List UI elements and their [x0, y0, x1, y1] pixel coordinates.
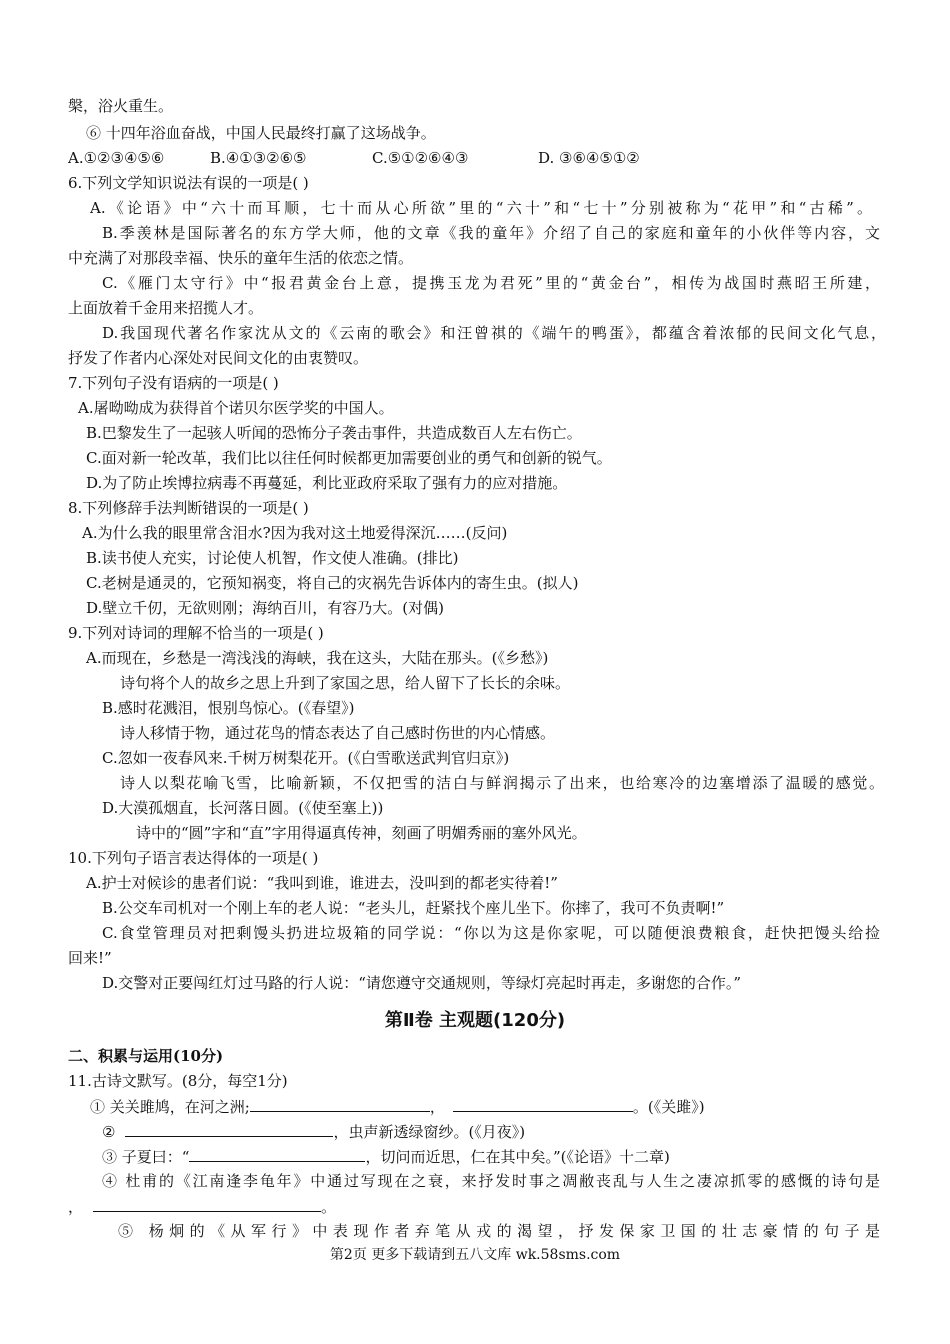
q11-item-2-text: ，虫声新透绿窗纱。(《月夜》) — [333, 1123, 526, 1141]
q9-option-b-note: 诗人移情于物，通过花鸟的情态表达了自己感时伤世的内心情感。 — [120, 724, 556, 742]
question-11: 11.古诗文默写。(8分，每空1分) — [68, 1072, 288, 1090]
q8-option-b: B.读书使人充实，讨论使人机智，作文使人准确。(排比) — [86, 549, 459, 567]
q8-option-a: A.为什么我的眼里常含泪水?因为我对这土地爱得深沉……(反问) — [82, 524, 508, 542]
q10-option-c-cont: 回来!” — [68, 949, 112, 967]
question-6: 6.下列文学知识说法有误的一项是( ) — [68, 174, 309, 192]
text-line: ⑥ 十四年浴血奋战，中国人民最终打赢了这场战争。 — [86, 124, 436, 142]
answer-blank[interactable] — [125, 1121, 333, 1137]
page-footer: 第2页 更多下载请到五八文库 wk.58sms.com — [329, 1247, 621, 1263]
q10-option-d: D.交警对正要闯红灯过马路的行人说：“请您遵守交通规则，等绿灯亮起时再走，多谢您的合作。” — [102, 974, 742, 992]
text-line: 槃，浴火重生。 — [68, 97, 174, 115]
q11-item-3-text: ③ 子夏曰：“ — [102, 1148, 190, 1166]
q6-option-d-cont: 抒发了作者内心深处对民间文化的由衷赞叹。 — [68, 349, 369, 367]
section-2-title: 第Ⅱ卷 主观题(120分) — [384, 1010, 566, 1031]
q6-option-b: B.季羡林是国际著名的东方学大师，他的文章《我的童年》介绍了自己的家庭和童年的小伙伴等内容，文 — [102, 224, 880, 242]
q10-option-b: B.公交车司机对一个刚上车的老人说：“老头儿，赶紧找个座儿坐下。你摔了，我可不负责啊!” — [102, 899, 725, 917]
q9-option-c: C.忽如一夜春风来.千树万树梨花开。(《白雪歌送武判官归京》) — [102, 749, 510, 767]
q9-option-a: A.而现在，乡愁是一湾浅浅的海峡，我在这头，大陆在那头。(《乡愁》) — [86, 649, 549, 667]
q7-option-b: B.巴黎发生了一起骇人听闻的恐怖分子袭击事件，共造成数百人左右伤亡。 — [86, 424, 582, 442]
q5-option-d: D. ③⑥④⑤①② — [538, 149, 640, 167]
q11-item-1-sep: ， — [429, 1098, 445, 1116]
q11-item-3 — [102, 1146, 670, 1167]
question-7: 7.下列句子没有语病的一项是( ) — [68, 374, 279, 392]
q11-item-2 — [102, 1121, 525, 1142]
q11-item-4-end: 。 — [321, 1198, 337, 1216]
q8-option-c: C.老树是通灵的，它预知祸变，将自己的灾祸先告诉体内的寄生虫。(拟人) — [86, 574, 579, 592]
q11-item-1-source: 。(《关雎》) — [632, 1098, 705, 1116]
question-8: 8.下列修辞手法判断错误的一项是( ) — [68, 499, 309, 517]
q10-option-a: A.护士对候诊的患者们说：“我叫到谁，谁进去，没叫到的都老实待着!” — [86, 874, 558, 892]
q7-option-a: A.屠呦呦成为获得首个诺贝尔医学奖的中国人。 — [78, 399, 394, 417]
q5-option-c: C.⑤①②⑥④③ — [372, 149, 469, 167]
q6-option-a: A.《论语》中“六十而耳顺，七十而从心所欲”里的“六十”和“七十”分别被称为“花甲”和“古稀”。 — [90, 199, 872, 217]
q6-option-c: C.《雁门太守行》中“报君黄金台上意，提携玉龙为君死”里的“黄金台”，相传为战国时燕昭王所建， — [102, 274, 880, 292]
q5-option-a: A.①②③④⑤⑥ — [68, 149, 165, 167]
q5-option-b: B.④①③②⑥⑤ — [210, 149, 307, 167]
answer-blank[interactable] — [453, 1096, 633, 1112]
question-10: 10.下列句子语言表达得体的一项是( ) — [68, 849, 319, 867]
q9-option-d-note: 诗中的“圆”字和“直”字用得逼真传神，刻画了明媚秀丽的塞外风光。 — [136, 824, 587, 842]
part-2-heading: 二、积累与运用(10分) — [68, 1047, 224, 1065]
answer-blank[interactable] — [189, 1146, 365, 1162]
answer-blank[interactable] — [250, 1096, 430, 1112]
question-9: 9.下列对诗词的理解不恰当的一项是( ) — [68, 624, 324, 642]
q11-item-5: ⑤ 杨炯的《从军行》中表现作者弃笔从戎的渴望，抒发保家卫国的壮志豪情的句子是 — [118, 1222, 880, 1240]
q11-item-1 — [90, 1096, 705, 1117]
q11-item-2-num: ② — [102, 1123, 116, 1141]
q9-option-c-note: 诗人以梨花喻飞雪，比喻新颖，不仅把雪的洁白与鲜润揭示了出来，也给寒冷的边塞增添了温暖的感觉。 — [120, 774, 884, 792]
q7-option-c: C.面对新一轮改革，我们比以往任何时候都更加需要创业的勇气和创新的锐气。 — [86, 449, 612, 467]
q9-option-b: B.感时花溅泪，恨别鸟惊心。(《春望》) — [102, 699, 355, 717]
q11-item-4: ④ 杜甫的《江南逢李龟年》中通过写现在之衰，来抒发时事之凋敝丧乱与人生之凄凉抓零的感慨的诗句是 — [102, 1172, 880, 1190]
q11-item-4-answer — [68, 1196, 336, 1217]
q11-item-4-sep: ， — [68, 1198, 84, 1216]
q6-option-d: D.我国现代著名作家沈从文的《云南的歌会》和汪曾祺的《端午的鸭蛋》，都蕴含着浓郁的民间文化气息， — [102, 324, 886, 342]
q6-option-c-cont: 上面放着千金用来招揽人才。 — [68, 299, 264, 317]
q6-option-b-cont: 中充满了对那段幸福、快乐的童年生活的依恋之情。 — [68, 249, 414, 267]
answer-blank[interactable] — [93, 1196, 321, 1212]
q11-item-1-text: ① 关关雎鸠，在河之洲; — [90, 1098, 250, 1116]
q9-option-d: D.大漠孤烟直，长河落日圆。(《使至塞上)) — [102, 799, 384, 817]
q11-item-3-rest: ，切问而近思，仁在其中矣。”(《论语》十二章) — [365, 1148, 670, 1166]
q8-option-d: D.壁立千仞，无欲则刚；海纳百川，有容乃大。(对偶) — [86, 599, 444, 617]
q9-option-a-note: 诗句将个人的故乡之思上升到了家国之思，给人留下了长长的余味。 — [120, 674, 571, 692]
q7-option-d: D.为了防止埃博拉病毒不再蔓延，利比亚政府采取了强有力的应对措施。 — [86, 474, 568, 492]
q10-option-c: C.食堂管理员对把剩馒头扔进垃圾箱的同学说：“你以为这是你家呢，可以随便浪费粮食，赶快把馒头给捡 — [102, 924, 880, 942]
